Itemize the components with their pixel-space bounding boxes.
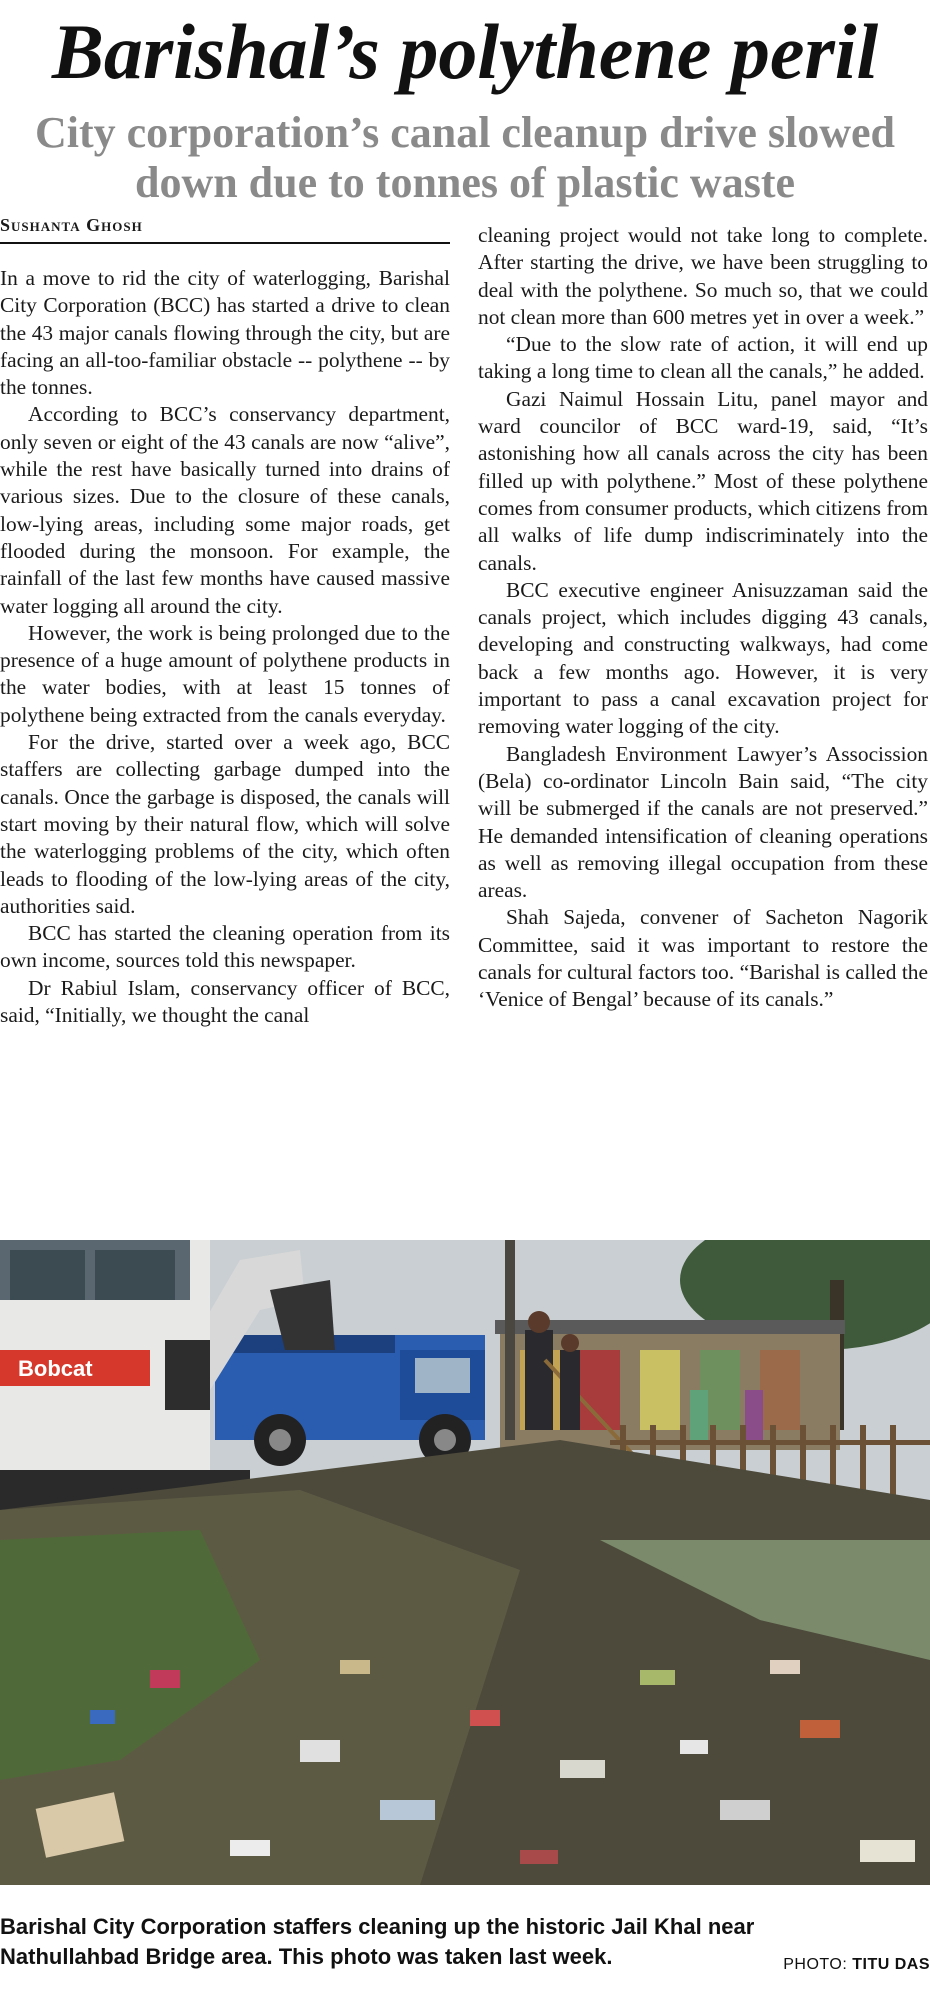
news-photo bbox=[0, 1240, 930, 1885]
paragraph: Dr Rabiul Islam, conservancy officer of BCC, said, “Initially, we thought the canal bbox=[0, 975, 450, 1028]
photographer-name: TITU DAS bbox=[852, 1956, 930, 1973]
article-column-right bbox=[478, 222, 928, 1014]
paragraph: For the drive, started over a week ago, BCC staffers are collecting garbage dumped into the canals. Once the garbage is disposed, the canals will start moving by their natural flow, which will solve the waterlogging problems of the city, which often leads to flooding of the low-lying areas of the city, authorities said. bbox=[0, 730, 450, 918]
paragraph: Gazi Naimul Hossain Litu, panel mayor and ward councilor of BCC ward-19, said, “It’s astonishing how all canals across the city has been filled up with polythene.” Most of these polythene comes from consumer products, which citizens from all walks of life dump indiscriminately into the canals. bbox=[478, 386, 928, 575]
paragraph: BCC has started the cleaning operation from its own income, sources told this newspaper. bbox=[0, 921, 450, 973]
bobcat-logo-text: Bobcat bbox=[18, 1356, 93, 1381]
paragraph: cleaning project would not take long to complete. After starting the drive, we have been struggling to deal with the polythene. So much so, that we could not clean more than 600 metres yet in over a week.” bbox=[478, 223, 928, 329]
paragraph: However, the work is being prolonged due to the presence of a huge amount of polythene products in the water bodies, with at least 15 tonnes of polythene being extracted from the canals everyday. bbox=[0, 620, 450, 727]
paragraph: Shah Sajeda, convener of Sacheton Nagorik Committee, said it was important to restore the canals for cultural factors too. “Barishal is called the ‘Venice of Bengal’ because of its canals.” bbox=[478, 905, 928, 1012]
paragraph: BCC executive engineer Anisuzzaman said the canals project, which includes digging 43 canals, developing and constructing walkways, had come back a few months ago. However, it is very important to pass a canal excavation project for removing water logging of the city. bbox=[478, 577, 928, 739]
subheadline: City corporation’s canal cleanup drive slowed down due to tonnes of plastic waste bbox=[35, 108, 895, 207]
paragraph: Bangladesh Environment Lawyer’s Assocission (Bela) co-ordinator Lincoln Bain said, “The city will be submerged if the canals are not preserved.” He demanded intensification of cleaning operations as well as removing illegal occupation from these areas. bbox=[478, 741, 928, 903]
worker bbox=[525, 1330, 553, 1430]
photo-caption: Barishal City Corporation staffers cleaning up the historic Jail Khal near Nathullahbad Bridge area. This photo was taken last week. bbox=[0, 1914, 755, 1969]
article-column-left bbox=[0, 265, 450, 1029]
byline: Sushanta Ghosh bbox=[0, 215, 450, 244]
photo-credit bbox=[783, 1956, 930, 1974]
paragraph: According to BCC’s conservancy department, only seven or eight of the 43 canals are now “alive”, while the rest have basically turned into drains of various sizes. Due to the closure of these canals, low-lying areas, including some major roads, get flooded during the monsoon. For example, the rainfall of the last few months have caused massive water logging all around the city. bbox=[0, 402, 450, 618]
headline: Barishal’s polythene peril bbox=[51, 8, 879, 95]
photo-credit-label: PHOTO: bbox=[783, 1956, 848, 1973]
paragraph: In a move to rid the city of waterlogging, Barishal City Corporation (BCC) has started a drive to clean the 43 major canals flowing through the city, but are facing an all-too-familiar obstacle -- polythene -- by the tonnes. bbox=[0, 266, 450, 400]
paragraph: “Due to the slow rate of action, it will end up taking a long time to clean all the canals,” he added. bbox=[478, 332, 928, 384]
